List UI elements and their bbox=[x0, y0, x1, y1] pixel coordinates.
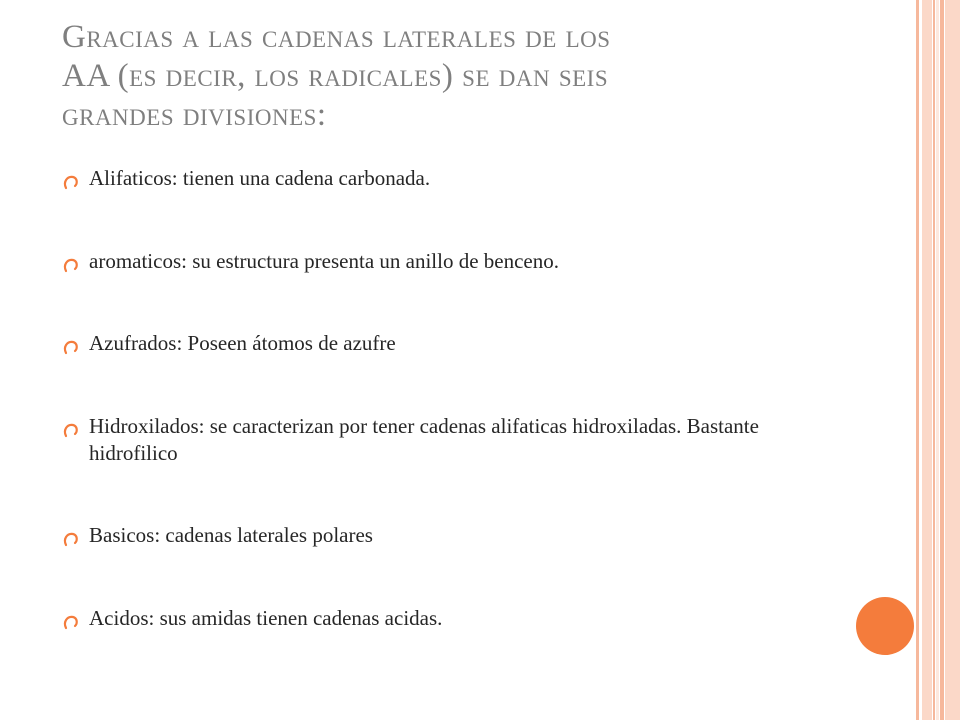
bullet-text: Basicos: cadenas laterales polares bbox=[89, 523, 373, 547]
list-item bbox=[62, 165, 852, 192]
list-item bbox=[62, 605, 852, 632]
bullet-text: Hidroxilados: se caracterizan por tener cadenas alifaticas hidroxiladas. Bastante hidrofilico bbox=[89, 414, 759, 465]
swirl-bullet-icon bbox=[62, 613, 80, 631]
swirl-bullet-icon bbox=[62, 530, 80, 548]
stripe bbox=[933, 0, 935, 720]
title-line-1: Gracias a las cadenas laterales de los bbox=[62, 19, 611, 55]
stripe bbox=[936, 0, 939, 720]
list-item bbox=[62, 330, 852, 357]
stripe bbox=[916, 0, 919, 720]
bullet-text: Alifaticos: tienen una cadena carbonada. bbox=[89, 166, 431, 190]
title-line-2: AA (es decir, los radicales) se dan seis bbox=[62, 58, 609, 94]
swirl-bullet-icon bbox=[62, 256, 80, 274]
decorative-stripes bbox=[916, 0, 960, 720]
swirl-bullet-icon bbox=[62, 338, 80, 356]
bullet-text: Azufrados: Poseen átomos de azufre bbox=[89, 331, 396, 355]
list-item bbox=[62, 522, 852, 549]
bullet-text: Acidos: sus amidas tienen cadenas acidas. bbox=[89, 606, 443, 630]
stripe bbox=[940, 0, 944, 720]
bullet-text: aromaticos: su estructura presenta un anillo de benceno. bbox=[89, 249, 559, 273]
list-item bbox=[62, 413, 852, 467]
orange-circle-decoration bbox=[856, 597, 914, 655]
slide-title bbox=[62, 18, 852, 135]
list-item bbox=[62, 248, 852, 275]
swirl-bullet-icon bbox=[62, 421, 80, 439]
stripe bbox=[922, 0, 932, 720]
swirl-bullet-icon bbox=[62, 173, 80, 191]
title-line-3: grandes divisiones: bbox=[62, 97, 327, 133]
stripe bbox=[945, 0, 960, 720]
